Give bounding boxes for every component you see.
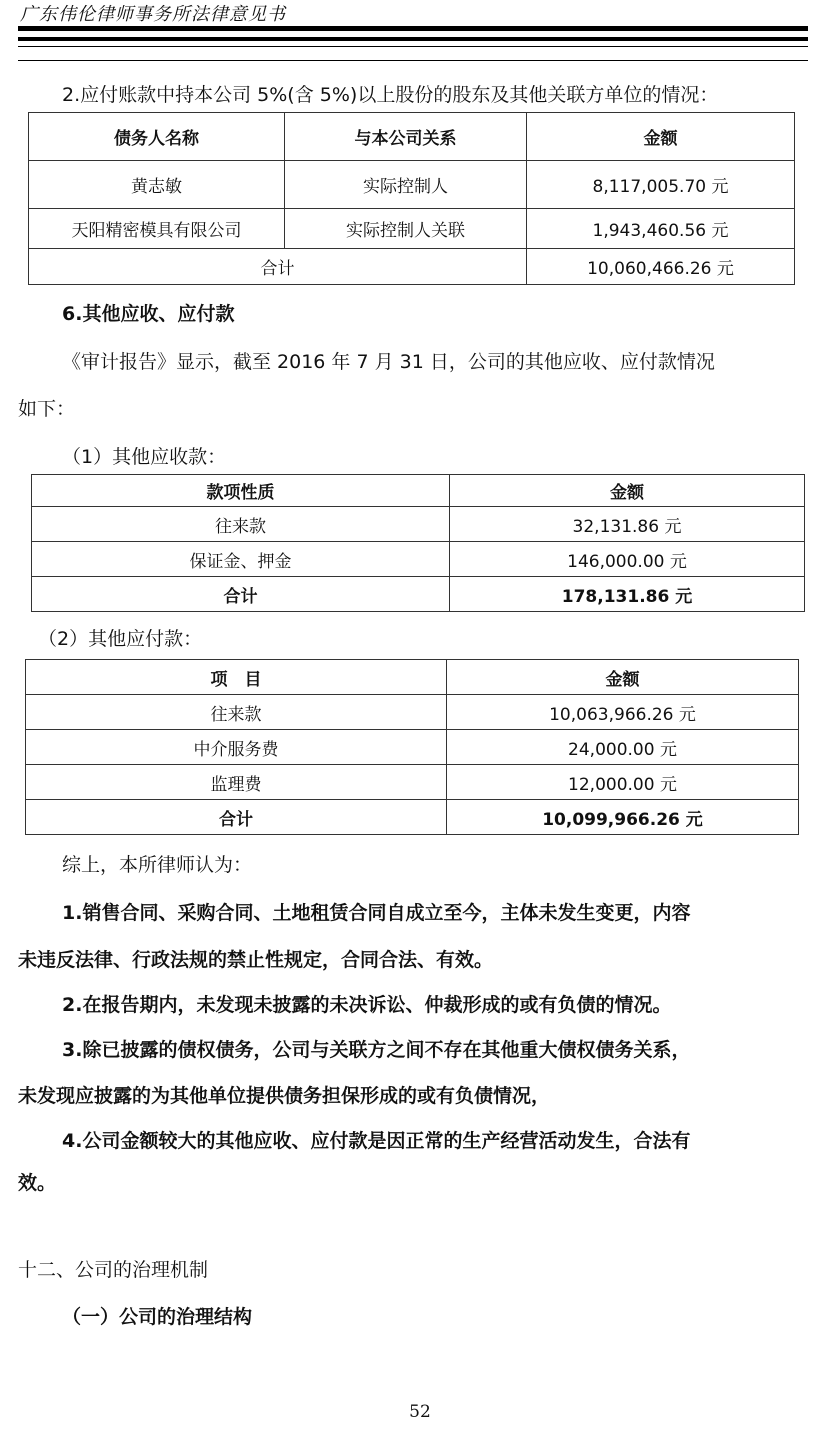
table-cell: 往来款	[32, 507, 450, 542]
header-rule-thick	[18, 26, 808, 31]
conclusion-item-3-line2: 未发现应披露的为其他单位提供债务担保形成的或有负债情况，	[18, 1085, 551, 1107]
table-cell: 监理费	[26, 765, 447, 800]
other-receivables-table	[31, 474, 805, 612]
section-6-intro-line1: 《审计报告》显示，截至 2016 年 7 月 31 日，公司的其他应收、应付款情况	[62, 351, 715, 373]
conclusion-item-1-line1: 1.销售合同、采购合同、土地租赁合同自成立至今，主体未发生变更，内容	[62, 902, 691, 924]
table-cell: 往来款	[26, 695, 447, 730]
conclusion-item-4-line1: 4.公司金额较大的其他应收、应付款是因正常的生产经营活动发生，合法有	[62, 1130, 691, 1152]
conclusion-intro: 综上，本所律师认为：	[62, 854, 253, 876]
conclusion-item-3-line1: 3.除已披露的债权债务，公司与关联方之间不存在其他重大债权债务关系，	[62, 1039, 691, 1061]
table-cell: 中介服务费	[26, 730, 447, 765]
conclusion-item-1-line2: 未违反法律、行政法规的禁止性规定，合同合法、有效。	[18, 949, 494, 971]
header-rule-bottom	[18, 60, 808, 61]
table-total-value: 10,099,966.26 元	[447, 800, 799, 835]
section-12-subheading: （一）公司的治理结构	[62, 1306, 253, 1328]
table-total-label: 合计	[32, 577, 450, 612]
table-header-cell: 金额	[447, 660, 799, 695]
related-party-payables-heading: 2.应付账款中持本公司 5%(含 5%)以上股份的股东及其他关联方单位的情况：	[62, 84, 719, 106]
table-cell: 10,063,966.26 元	[447, 695, 799, 730]
other-payables-caption: （2）其他应付款：	[38, 628, 203, 650]
conclusion-item-4-line2: 效。	[18, 1172, 57, 1194]
section-6-intro-line2: 如下：	[18, 398, 76, 420]
header-rule-thin	[18, 46, 808, 47]
page-number: 52	[409, 1402, 431, 1422]
table-total-label: 合计	[29, 249, 527, 285]
table-header-cell: 与本公司关系	[285, 113, 527, 161]
table-total-value: 10,060,466.26 元	[527, 249, 795, 285]
table-cell: 天阳精密模具有限公司	[29, 209, 285, 249]
table-total-value: 178,131.86 元	[450, 577, 805, 612]
table-cell: 24,000.00 元	[447, 730, 799, 765]
header-rule-middle	[18, 37, 808, 41]
conclusion-item-2: 2.在报告期内，未发现未披露的未决诉讼、仲裁形成的或有负债的情况。	[62, 994, 672, 1016]
table-cell: 146,000.00 元	[450, 542, 805, 577]
table-cell: 8,117,005.70 元	[527, 161, 795, 209]
table-total-label: 合计	[26, 800, 447, 835]
table-cell: 黄志敏	[29, 161, 285, 209]
table-header-cell: 项 目	[26, 660, 447, 695]
table-cell: 实际控制人关联	[285, 209, 527, 249]
section-12-heading: 十二、公司的治理机制	[18, 1259, 209, 1281]
table-header-cell: 款项性质	[32, 475, 450, 507]
table-header-cell: 金额	[527, 113, 795, 161]
table-header-cell: 金额	[450, 475, 805, 507]
other-receivables-caption: （1）其他应收款：	[62, 446, 227, 468]
table-header-cell: 债务人名称	[29, 113, 285, 161]
table-cell: 1,943,460.56 元	[527, 209, 795, 249]
other-payables-table	[25, 659, 799, 835]
table-cell: 12,000.00 元	[447, 765, 799, 800]
section-6-heading: 6.其他应收、应付款	[62, 303, 235, 325]
table-cell: 32,131.86 元	[450, 507, 805, 542]
table-cell: 实际控制人	[285, 161, 527, 209]
table-cell: 保证金、押金	[32, 542, 450, 577]
related-party-payables-table	[28, 112, 795, 285]
document-header-title: 广东伟伦律师事务所法律意见书	[20, 4, 286, 25]
